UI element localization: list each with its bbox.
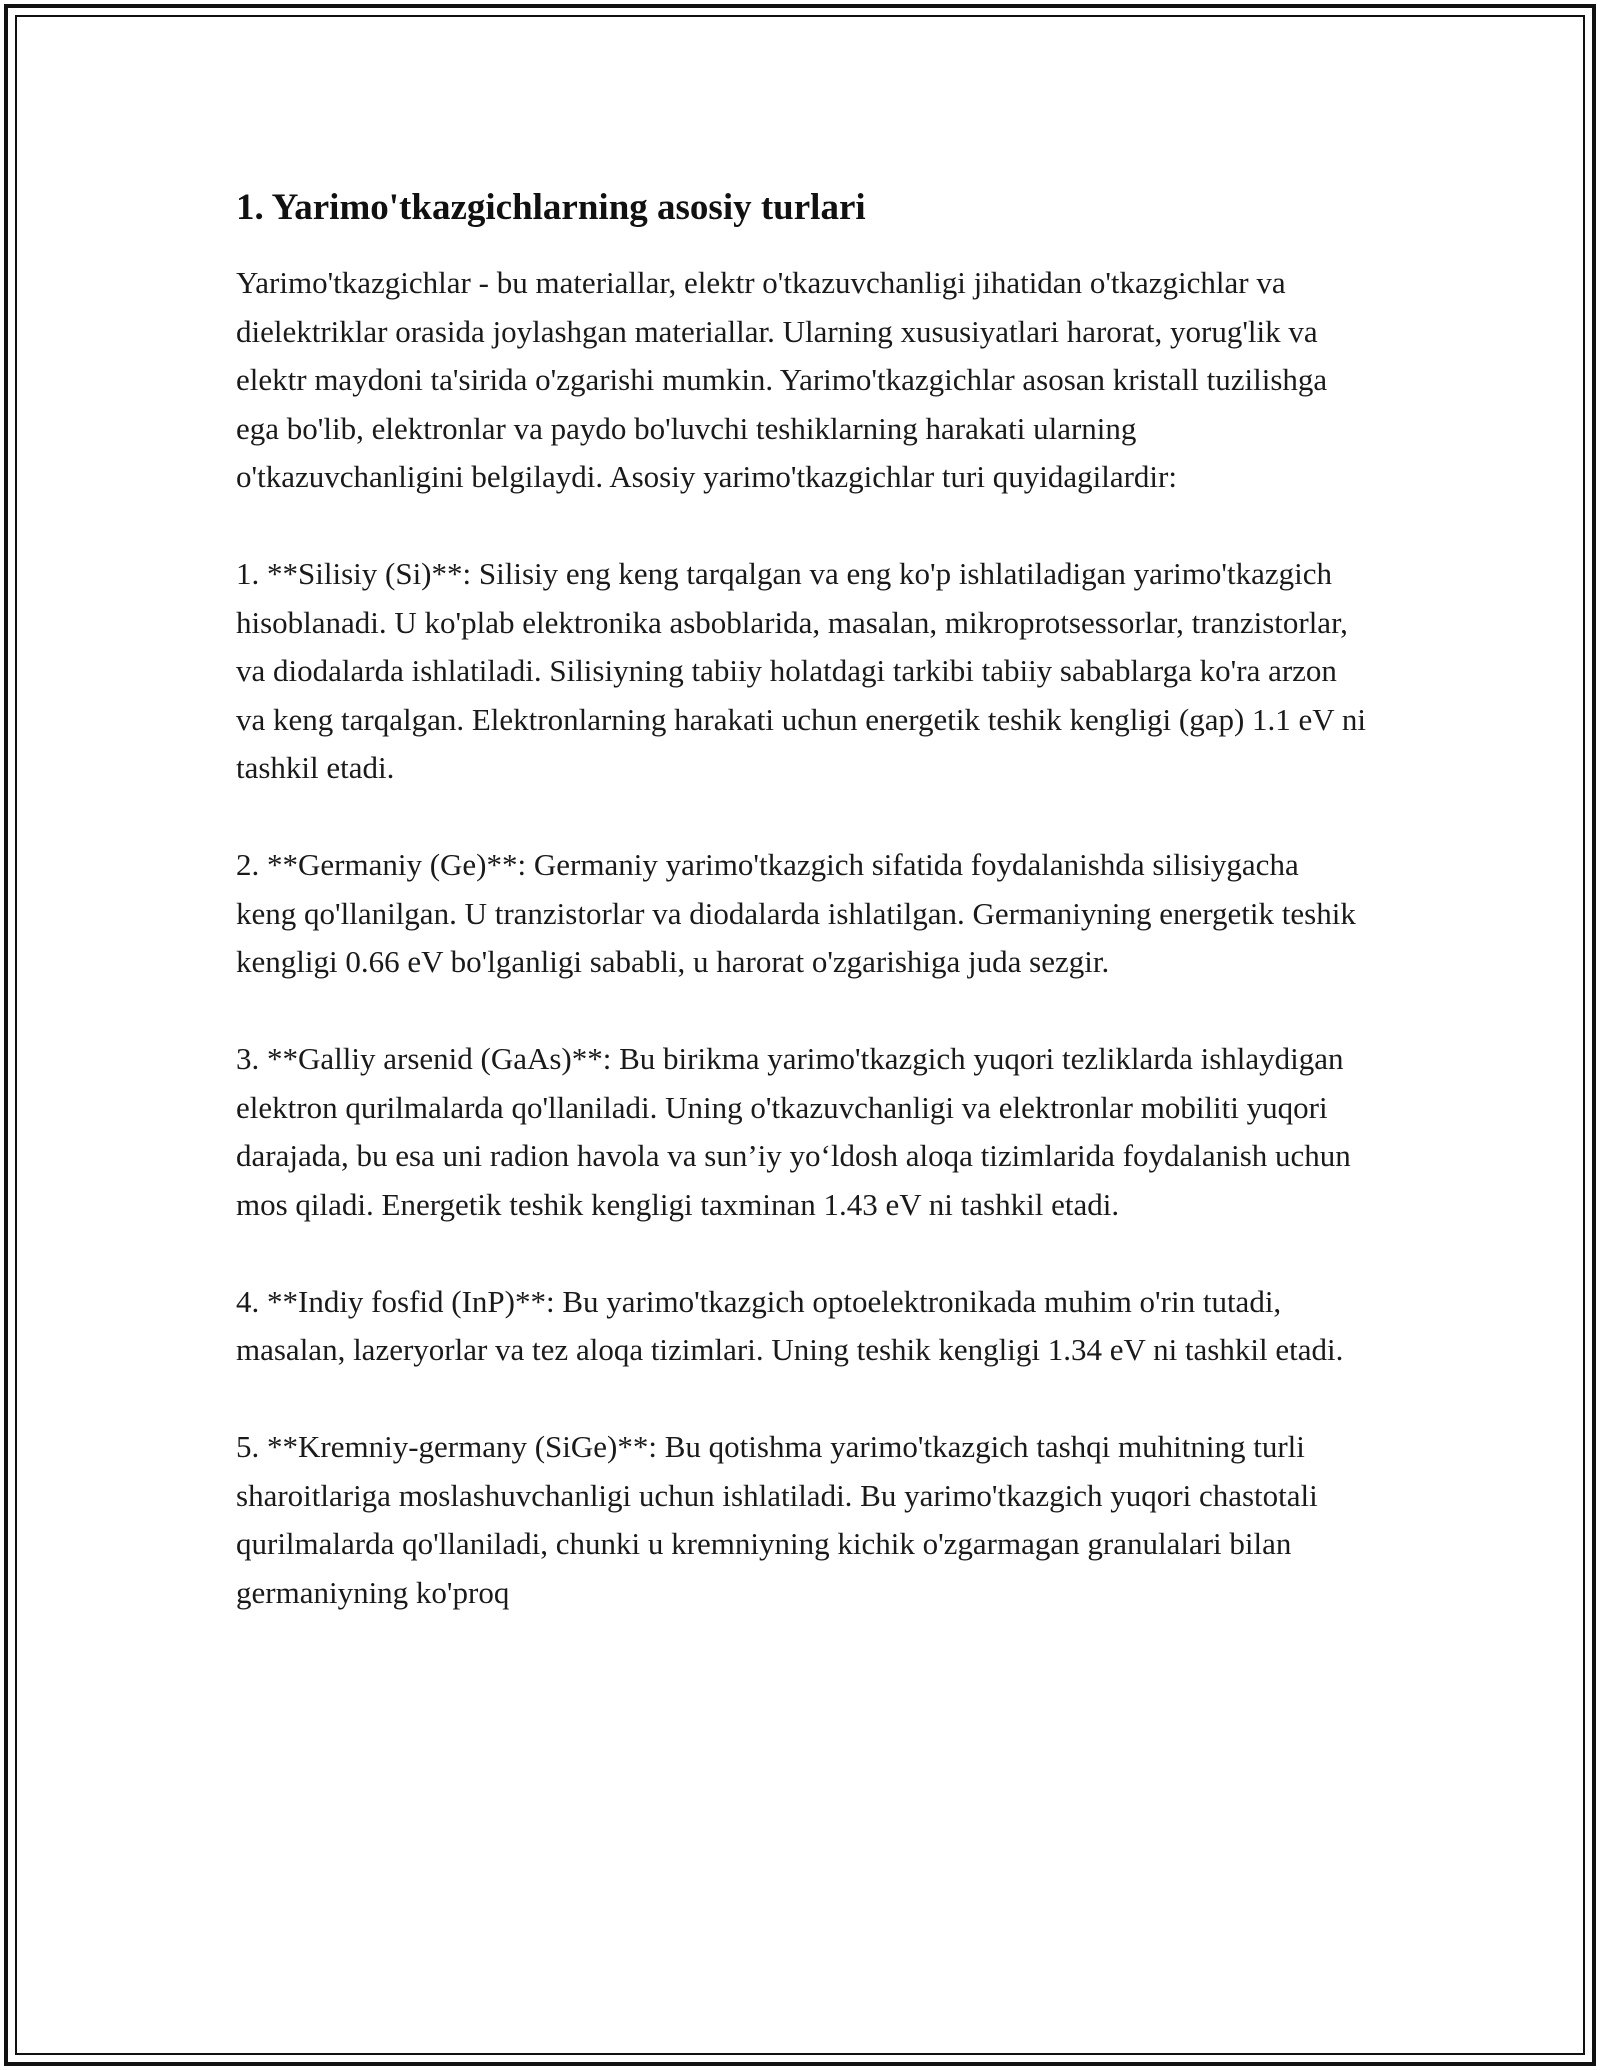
section-heading: 1. Yarimo'tkazgichlarning asosiy turlari: [236, 187, 866, 228]
list-item-indium-phosphide: 4. **Indiy fosfid (InP)**: Bu yarimo'tkazgich optoelektronikada muhim o'rin tutadi, masalan, lazeryorlar va tez aloqa tizimlari. Uning teshik kengligi 1.34 eV ni tashkil etadi.: [236, 1283, 1344, 1367]
list-item-silicon-germanium: 5. **Kremniy-germany (SiGe)**: Bu qotishma yarimo'tkazgich tashqi muhitning turli sharoitlariga moslashuvchanligi uchun ishlatiladi. Bu yarimo'tkazgich yuqori chastotali qurilmalarda qo'llaniladi, chunki u kremniyning kichik o'zgarmagan granulalari bilan germaniyning ko'proq: [236, 1429, 1318, 1610]
list-item-gallium-arsenide: 3. **Galliy arsenid (GaAs)**: Bu birikma yarimo'tkazgich yuqori tezliklarda ishlaydigan elektron qurilmalarda qo'llaniladi. Uning o'tkazuvchanligi va elektronlar mobiliti yuqori darajada, bu esa uni radion havola va sun’iy yo‘ldosh aloqa tizimlarida foydalanish uchun mos qiladi. Energetik teshik kengligi taxminan 1.43 eV ni tashkil etadi.: [236, 1041, 1351, 1222]
intro-paragraph: Yarimo'tkazgichlar - bu materiallar, elektr o'tkazuvchanligi jihatidan o'tkazgichlar va dielektriklar orasida joylashgan materiallar. Ularning xususiyatlari harorat, yorug'lik va elektr maydoni ta'sirida o'zgarishi mumkin. Yarimo'tkazgichlar asosan kristall tuzilishga ega bo'lib, elektronlar va paydo bo'luvchi teshiklarning harakati ularning o'tkazuvchanligini belgilaydi. Asosiy yarimo'tkazgichlar turi quyidagilardir:: [236, 265, 1328, 494]
list-item-silicon: 1. **Silisiy (Si)**: Silisiy eng keng tarqalgan va eng ko'p ishlatiladigan yarimo'tkazgich hisoblanadi. U ko'plab elektronika asboblarida, masalan, mikroprotsessorlar, tranzistorlar, va diodalarda ishlatiladi. Silisiyning tabiiy holatdagi tarkibi tabiiy sabablarga ko'ra arzon va keng tarqalgan. Elektronlarning harakati uchun energetik teshik kengligi (gap) 1.1 eV ni tashkil etadi.: [236, 556, 1367, 785]
list-item-germanium: 2. **Germaniy (Ge)**: Germaniy yarimo'tkazgich sifatida foydalanishda silisiygacha keng qo'llanilgan. U tranzistorlar va diodalarda ishlatilgan. Germaniyning energetik teshik kengligi 0.66 eV bo'lganligi sababli, u harorat o'zgarishiga juda sezgir.: [236, 847, 1356, 979]
document-body: [236, 183, 1366, 1666]
